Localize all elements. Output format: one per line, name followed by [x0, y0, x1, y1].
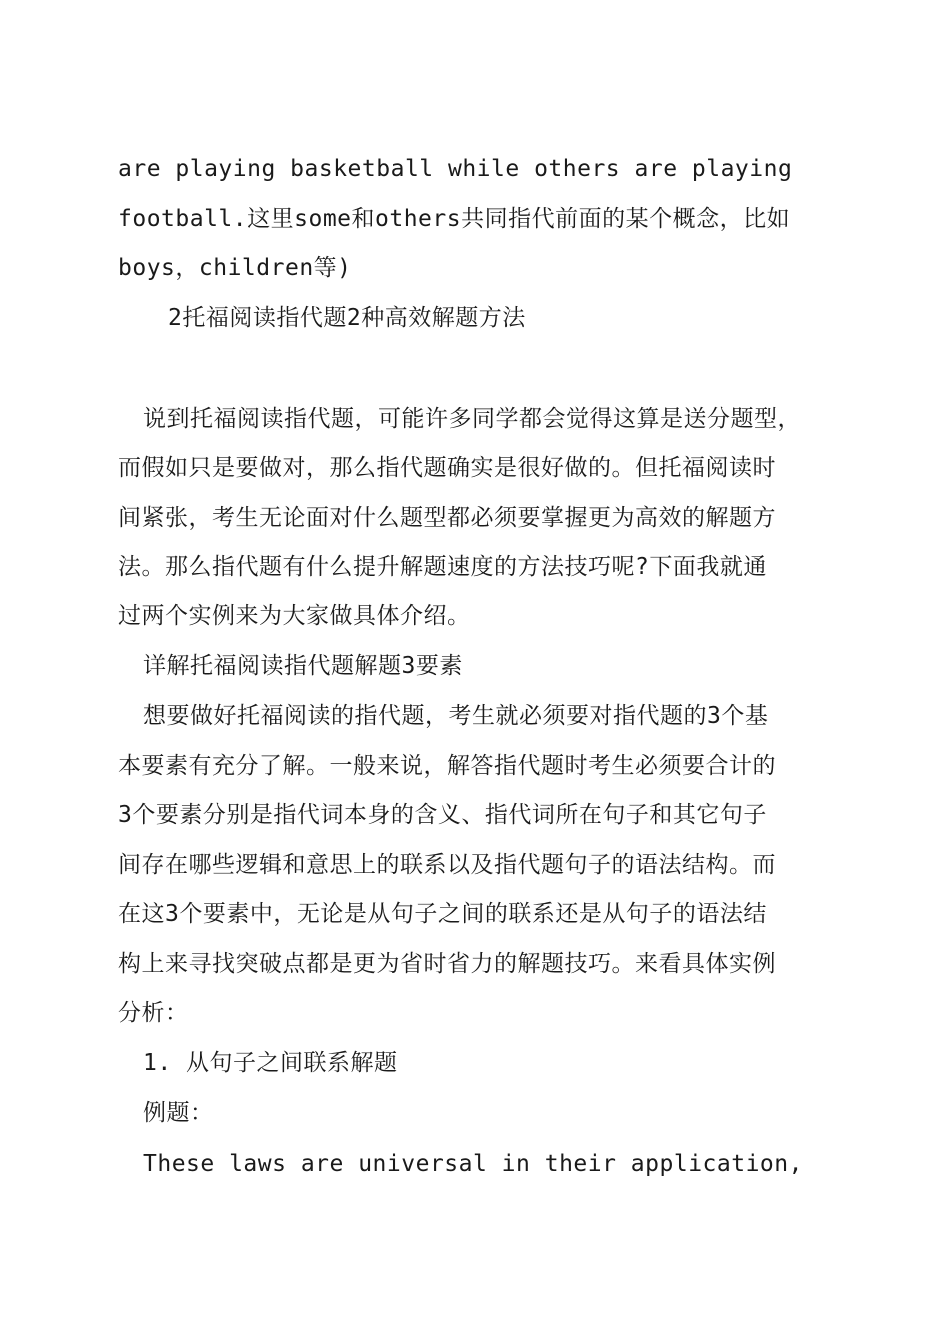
para1-line-2: 而假如只是要做对，那么指代题确实是很好做的。但托福阅读时 [118, 455, 776, 481]
para2-line-7: 分析： [118, 1000, 189, 1026]
list-item-1: 1. 从句子之间联系解题 [143, 1050, 398, 1076]
para2-line-2: 本要素有充分了解。一般来说，解答指代题时考生必须要合计的 [118, 753, 776, 779]
intro-line-3: boys，children等) [118, 255, 352, 281]
para2-line-4: 间存在哪些逻辑和意思上的联系以及指代题句子的语法结构。而 [118, 852, 776, 878]
section-heading: 2托福阅读指代题2种高效解题方法 [168, 305, 526, 331]
example-label: 例题： [143, 1100, 214, 1126]
para1-line-5: 过两个实例来为大家做具体介绍。 [118, 603, 471, 629]
para2-line-3: 3个要素分别是指代词本身的含义、指代词所在句子和其它句子 [118, 802, 767, 828]
example-text: These laws are universal in their application, [143, 1151, 803, 1177]
para1-line-3: 间紧张，考生无论面对什么题型都必须要掌握更为高效的解题方 [118, 505, 776, 531]
intro-line-1: are playing basketball while others are playing [118, 156, 793, 182]
para2-line-5: 在这3个要素中，无论是从句子之间的联系还是从句子的语法结 [118, 901, 767, 927]
para1-line-4: 法。那么指代题有什么提升解题速度的方法技巧呢?下面我就通 [118, 554, 767, 580]
para2-line-1: 想要做好托福阅读的指代题，考生就必须要对指代题的3个基 [143, 703, 769, 729]
sub-heading: 详解托福阅读指代题解题3要素 [143, 653, 463, 679]
intro-line-2: football.这里some和others共同指代前面的某个概念，比如 [118, 206, 791, 232]
para2-line-6: 构上来寻找突破点都是更为省时省力的解题技巧。来看具体实例 [118, 951, 776, 977]
para1-line-1: 说到托福阅读指代题，可能许多同学都会觉得这算是送分题型， [143, 406, 801, 432]
